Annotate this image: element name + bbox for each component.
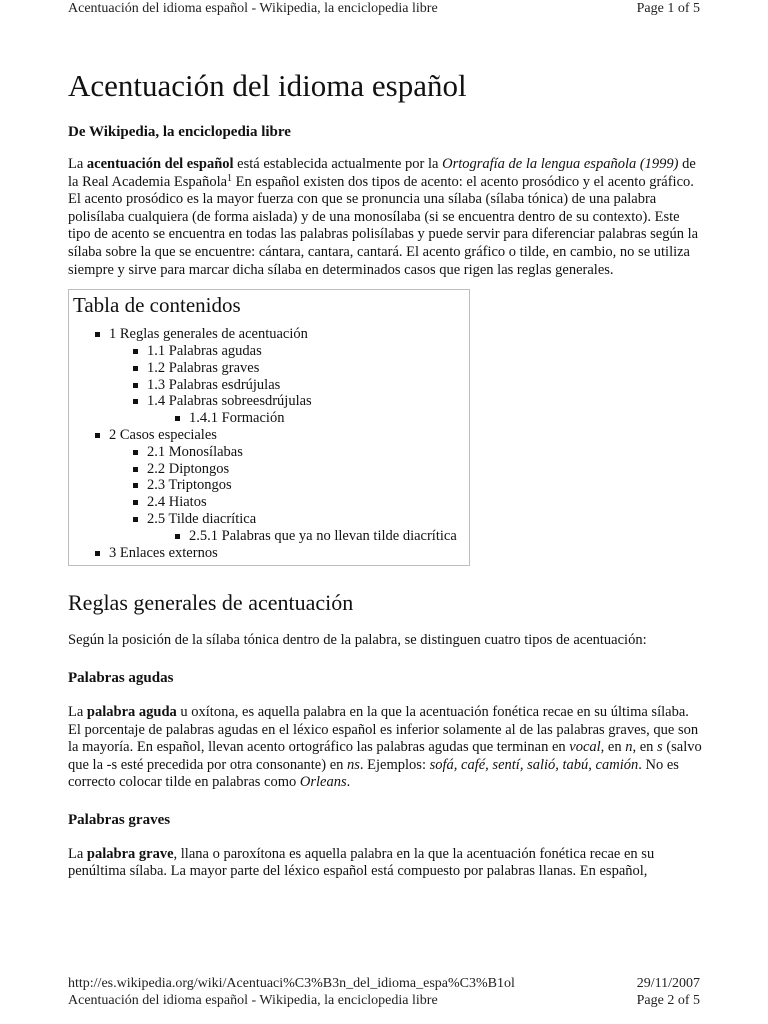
subsection-heading-graves: Palabras graves [68, 811, 171, 828]
intro-bold-term: acentuación del español [86, 156, 234, 172]
toc-item[interactable]: 2 Casos especiales [73, 427, 469, 444]
header-page-number: Page 1 of 5 [636, 1, 700, 16]
toc-item[interactable]: 1.4.1 Formación [73, 410, 469, 427]
article-subtitle: De Wikipedia, la enciclopedia libre [68, 124, 291, 140]
toc-item[interactable]: 2.5.1 Palabras que ya no llevan tilde diacrítica [73, 528, 469, 545]
intro-paragraph: La acentuación del español está establecida actualmente por la Ortografía de la lengua española (1999) de la Real Academia Española$^1$ En español existen dos tipos de acento: el acento prosódico y el acento gráfico. El acento prosódico es la mayor fuerza con que se pronuncia una sílaba (sílaba tónica) de una palabra polisílaba cualquiera (de forma aislada) y de una monosílaba (si se encuentra dentro de su contexto). Este tipo de acento se encuentra en todas las palabras polisílabas y puede servir para diferenciar palabras según la sílaba sobre la que se encuentre: cántara, cantara, cantará. El acento gráfico o tilde, en cambio, no se utiliza siempre y sirve para marcar dicha sílaba en determinados casos que rigen las reglas generales. [68, 156, 699, 278]
reference-sup[interactable]: 1 [227, 172, 233, 184]
footer-date: 29/11/2007 [636, 976, 700, 991]
article-content [68, 68, 702, 881]
toc-item[interactable]: 1.4 Palabras sobreesdrújulas [73, 393, 469, 410]
section-heading-reglas: Reglas generales de acentuación [68, 590, 354, 616]
toc-item[interactable]: 1 Reglas generales de acentuación [73, 326, 469, 343]
page-title: Acentuación del idioma español [68, 68, 467, 103]
section-lead-paragraph: Según la posición de la sílaba tónica dentro de la palabra, se distinguen cuatro tipos de acentuación: [68, 632, 647, 649]
footer-page-number: Page 2 of 5 [636, 993, 700, 1008]
toc-item[interactable]: 1.2 Palabras graves [73, 360, 469, 377]
toc-item[interactable]: 2.3 Triptongos [73, 477, 469, 494]
table-of-contents [68, 289, 470, 566]
subsection-heading-agudas: Palabras agudas [68, 669, 174, 686]
toc-item[interactable]: 2.5 Tilde diacrítica [73, 511, 469, 528]
page-header [68, 1, 700, 19]
toc-item[interactable]: 1.1 Palabras agudas [73, 343, 469, 360]
toc-title: Tabla de contenidos [73, 293, 241, 318]
footer-title: Acentuación del idioma español - Wikipedia, la enciclopedia libre [68, 993, 438, 1008]
toc-item[interactable]: 3 Enlaces externos [73, 545, 469, 562]
toc-item[interactable]: 2.2 Diptongos [73, 461, 469, 478]
toc-list [73, 326, 469, 561]
header-title: Acentuación del idioma español - Wikipedia, la enciclopedia libre [68, 1, 438, 16]
toc-item[interactable]: 2.1 Monosílabas [73, 444, 469, 461]
toc-item[interactable]: 2.4 Hiatos [73, 494, 469, 511]
page-footer [68, 975, 700, 1009]
ortografia-link[interactable]: Ortografía de la lengua española (1999) [442, 156, 679, 172]
agudas-paragraph: La palabra aguda u oxítona, es aquella palabra en la que la acentuación fonética recae en su última sílaba. El porcentaje de palabras agudas en el léxico español es inferior solamente al de las palabras graves, que son la mayoría. En español, llevan acento ortográfico las palabras agudas que terminan en vocal, en n, en s (salvo que la -s esté precedida por otra consonante) en ns. Ejemplos: sofá, café, sentí, salió, tabú, camión. No es correcto colocar tilde en palabras como Orleans. [68, 703, 702, 791]
graves-paragraph: La palabra grave, llana o paroxítona es aquella palabra en la que la acentuación fonética recae en su penúltima sílaba. La mayor parte del léxico español está compuesto por palabras llanas. En español, [68, 845, 655, 880]
footer-url: http://es.wikipedia.org/wiki/Acentuaci%C3%B3n_del_idioma_espa%C3%B1ol [68, 976, 515, 991]
toc-item[interactable]: 1.3 Palabras esdrújulas [73, 377, 469, 394]
